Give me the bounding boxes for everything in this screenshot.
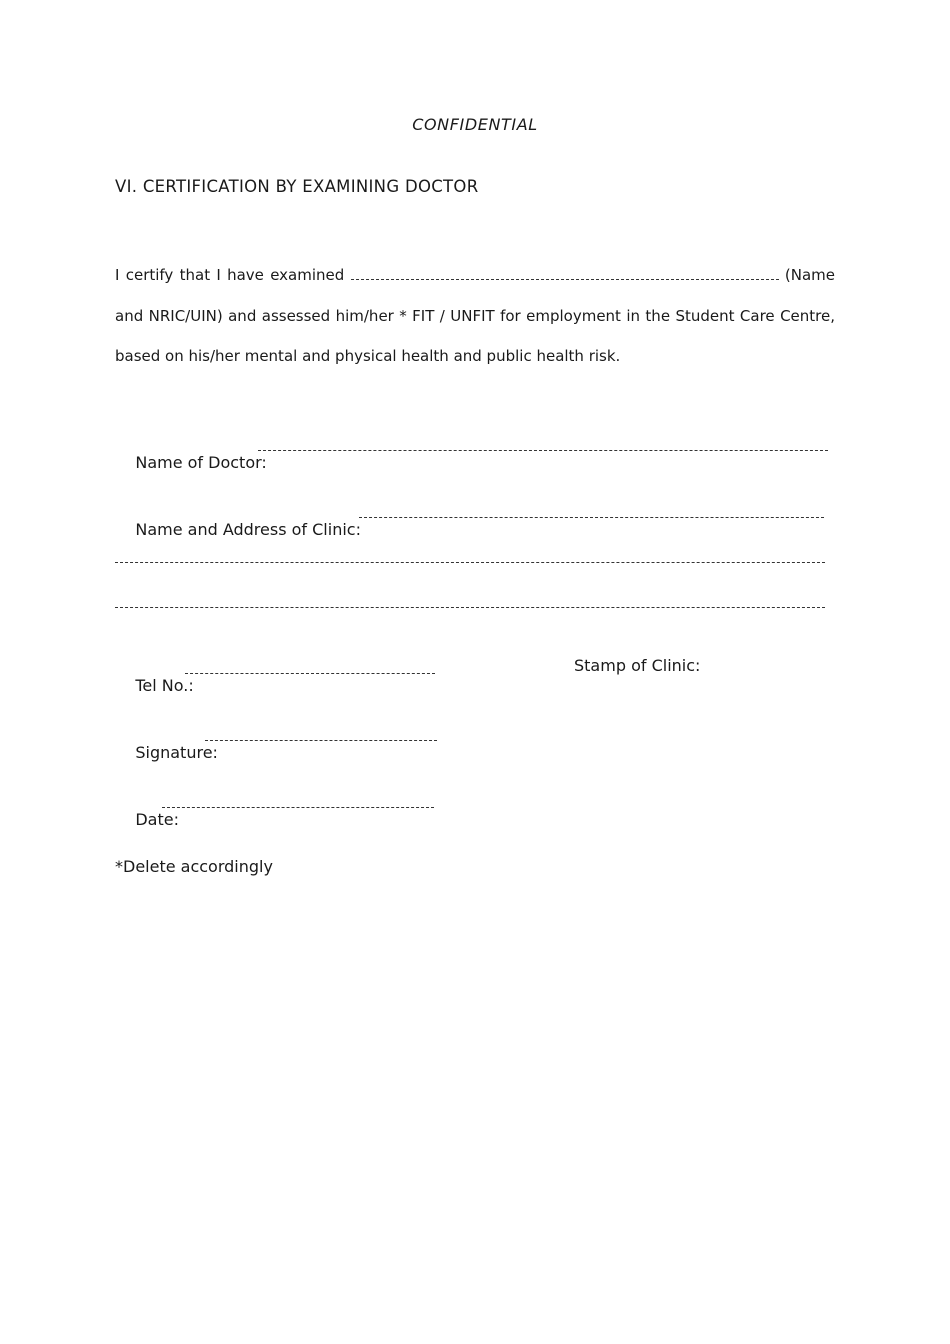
signature-label: Signature: <box>135 743 218 762</box>
date-label: Date: <box>135 810 179 829</box>
clinic-label: Name and Address of Clinic: <box>135 520 361 539</box>
clinic-field <box>115 500 361 560</box>
date-blank[interactable] <box>162 807 434 808</box>
signature-field <box>115 723 218 783</box>
doctor-name-field <box>115 433 267 493</box>
tel-label: Tel No.: <box>135 676 194 695</box>
tel-blank[interactable] <box>185 673 435 674</box>
certification-text-before: I certify that I have examined <box>115 266 351 284</box>
tel-field <box>115 656 194 716</box>
stamp-label: Stamp of Clinic: <box>574 656 701 675</box>
confidential-heading: CONFIDENTIAL <box>412 115 538 134</box>
patient-name-blank[interactable] <box>351 265 779 280</box>
clinic-address-blank-1[interactable] <box>115 562 825 563</box>
doctor-name-blank[interactable] <box>258 450 828 451</box>
date-field <box>115 790 179 850</box>
signature-blank[interactable] <box>205 740 437 741</box>
certification-paragraph <box>115 255 835 377</box>
footnote: *Delete accordingly <box>115 857 273 876</box>
clinic-address-blank-2[interactable] <box>115 607 825 608</box>
doctor-name-label: Name of Doctor: <box>135 453 267 472</box>
clinic-name-blank[interactable] <box>359 517 824 518</box>
certification-text-after: (Name and NRIC/UIN) and assessed him/her * FIT / UNFIT for employment in the Student Care Centre, based on his/her mental and physical health and public health risk. <box>115 266 835 365</box>
section-title: VI. CERTIFICATION BY EXAMINING DOCTOR <box>115 177 479 196</box>
